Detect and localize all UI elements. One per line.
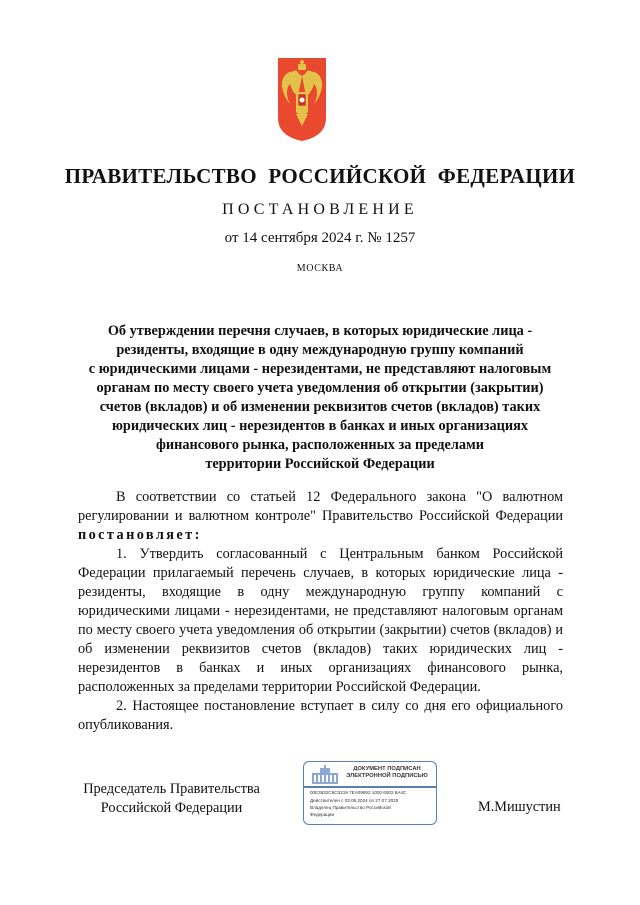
stamp-title — [340, 766, 434, 780]
subject-line: органам по месту своего учета уведомления об открытии (закрытии) — [96, 380, 544, 396]
preamble-text: В соответствии со статьей 12 Федерального закона "О валютном регулировании и валютном контроле" Правительство Российской Федерации — [78, 489, 563, 524]
government-title: ПРАВИТЕЛЬСТВО РОССИЙСКОЙ ФЕДЕРАЦИИ — [64, 164, 576, 188]
document-body — [78, 488, 563, 735]
item-2-paragraph: 2. Настоящее постановление вступает в силу со дня его официального опубликования. — [78, 698, 563, 733]
subject-line: финансового рынка, расположенных за пределами — [155, 437, 485, 453]
russian-coat-of-arms-icon — [276, 56, 328, 142]
document-type: ПОСТАНОВЛЕНИЕ — [222, 201, 418, 218]
stamp-owner: Владелец Правительство Российской — [310, 805, 391, 810]
electronic-signature-stamp — [303, 761, 437, 825]
decree-word: постановляет: — [78, 527, 202, 543]
signatory-position — [74, 780, 269, 818]
city: МОСКВА — [296, 263, 344, 274]
subject-line: с юридическими лицами - нерезидентами, не представляют налоговым — [88, 361, 552, 377]
stamp-divider — [304, 786, 436, 788]
stamp-certificate: 00E3632C6C0219 7EA09892 1000 6002 8A4C — [310, 790, 407, 795]
subject-line: счетов (вкладов) и об изменении реквизитов счетов (вкладов) таких — [99, 399, 541, 415]
position-line: Председатель Правительства — [83, 781, 260, 797]
subject-line: резиденты, входящие в одну международную группу компаний — [116, 342, 524, 358]
stamp-title-line: ДОКУМЕНТ ПОДПИСАН — [353, 766, 421, 772]
item-1-paragraph: 1. Утвердить согласованный с Центральным банком Российской Федерации прилагаемый перечень случаев, в которых юридические лица - резиденты, входящие в одну международную группу компаний с юридическими лицами - нерезидентами, не представляют налоговым органам по месту своего учета уведомления об открытии (закрытии) счетов (вкладов) и об изменении реквизитов счетов (вкладов) таких юридических лиц - нерезидентов в банках и иных организациях финансового рынка, расположенных за пределами территории Российской Федерации. — [78, 546, 563, 695]
stamp-validity: Действителен с 03.05.2024 по 27.07.2025 — [310, 798, 399, 803]
document-date-number: от 14 сентября 2024 г. № 1257 — [224, 230, 416, 246]
subject-line: территории Российской Федерации — [205, 456, 435, 472]
stamp-title-line: ЭЛЕКТРОННОЙ ПОДПИСЬЮ — [346, 773, 428, 779]
position-line: Российской Федерации — [100, 800, 243, 816]
subject-line: Об утверждении перечня случаев, в которых юридические лица - — [107, 323, 533, 339]
document-subject — [70, 322, 570, 474]
preamble-paragraph — [78, 488, 563, 545]
signatory-name: М.Мишустин — [478, 799, 561, 815]
subject-line: юридических лиц - нерезидентов в банках и иных организациях — [111, 418, 529, 434]
stamp-owner: Федерации — [310, 812, 335, 817]
government-building-icon — [310, 765, 340, 785]
